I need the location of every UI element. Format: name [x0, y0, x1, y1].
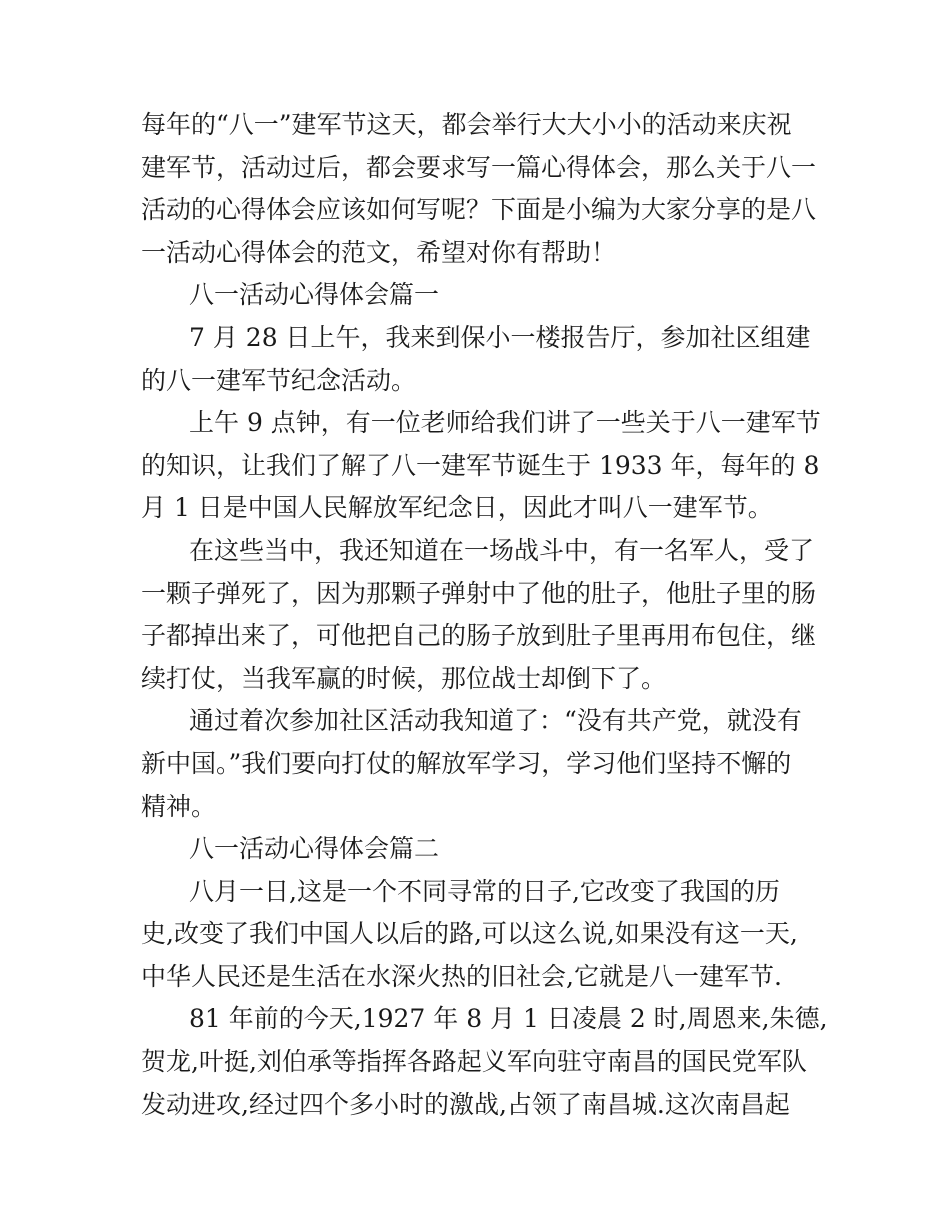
- section1-paragraph-3: [141, 530, 821, 700]
- text-line: 每年的“八一”建军节这天，都会举行大大小小的活动来庆祝: [141, 110, 792, 139]
- text-line: 一活动心得体会的范文，希望对你有帮助！: [141, 237, 617, 267]
- text-line: 81 年前的今天,1927 年 8 月 1 日凌晨 2 时,周恩来,朱德,: [189, 1004, 828, 1034]
- text-line: 贺龙,叶挺,刘伯承等指挥各路起义军向驻守南昌的国民党军队: [141, 1047, 807, 1077]
- text-line: 在这些当中，我还知道在一场战斗中，有一名军人，受了: [189, 535, 815, 565]
- text-line: 上午 9 点钟，有一位老师给我们讲了一些关于八一建军节: [189, 408, 821, 438]
- text-line: 的八一建军节纪念活动。: [141, 365, 417, 395]
- text-line: 通过着次参加社区活动我知道了：“没有共产党，就没有: [189, 706, 802, 736]
- text-line: 的知识，让我们了解了八一建军节诞生于 1933 年，每年的 8: [141, 450, 820, 480]
- text-line: 发动进攻,经过四个多小时的激战,占领了南昌城.这次南昌起: [141, 1089, 790, 1119]
- text-line: 建军节，活动过后，都会要求写一篇心得体会，那么关于八一: [141, 152, 817, 182]
- text-line: 7 月 28 日上午，我来到保小一楼报告厅，参加社区组建: [189, 322, 811, 352]
- text-line: 子都掉出来了，可他把自己的肠子放到肚子里再用布包住，继: [141, 621, 817, 651]
- text-line: 续打仗，当我军赢的时候，那位战士却倒下了。: [141, 663, 667, 693]
- document-body: [141, 104, 828, 1126]
- section2-paragraph-2: [141, 998, 828, 1126]
- section-heading-2: 八一活动心得体会篇二: [189, 834, 440, 864]
- text-line: 中华人民还是生活在水深火热的旧社会,它就是八一建军节.: [141, 961, 782, 991]
- text-line: 史,改变了我们中国人以后的路,可以这么说,如果没有这一天,: [141, 919, 798, 949]
- text-line: 月 1 日是中国人民解放军纪念日，因此才叫八一建军节。: [141, 493, 773, 523]
- intro-paragraph: [141, 104, 821, 274]
- section1-paragraph-2: [141, 402, 821, 530]
- section-heading-1: 八一活动心得体会篇一: [189, 280, 440, 310]
- section2-paragraph-1: [141, 871, 821, 999]
- text-line: 一颗子弹死了，因为那颗子弹射中了他的肚子，他肚子里的肠: [141, 578, 817, 608]
- text-line: 精神。: [141, 791, 217, 821]
- text-line: 新中国。”我们要向打仗的解放军学习，学习他们坚持不懈的: [141, 748, 792, 778]
- text-line: 活动的心得体会应该如何写呢？下面是小编为大家分享的是八: [141, 195, 817, 225]
- section1-paragraph-1: [141, 317, 821, 402]
- text-line: 八月一日,这是一个不同寻常的日子,它改变了我国的历: [189, 876, 780, 906]
- section1-paragraph-4: [141, 700, 821, 828]
